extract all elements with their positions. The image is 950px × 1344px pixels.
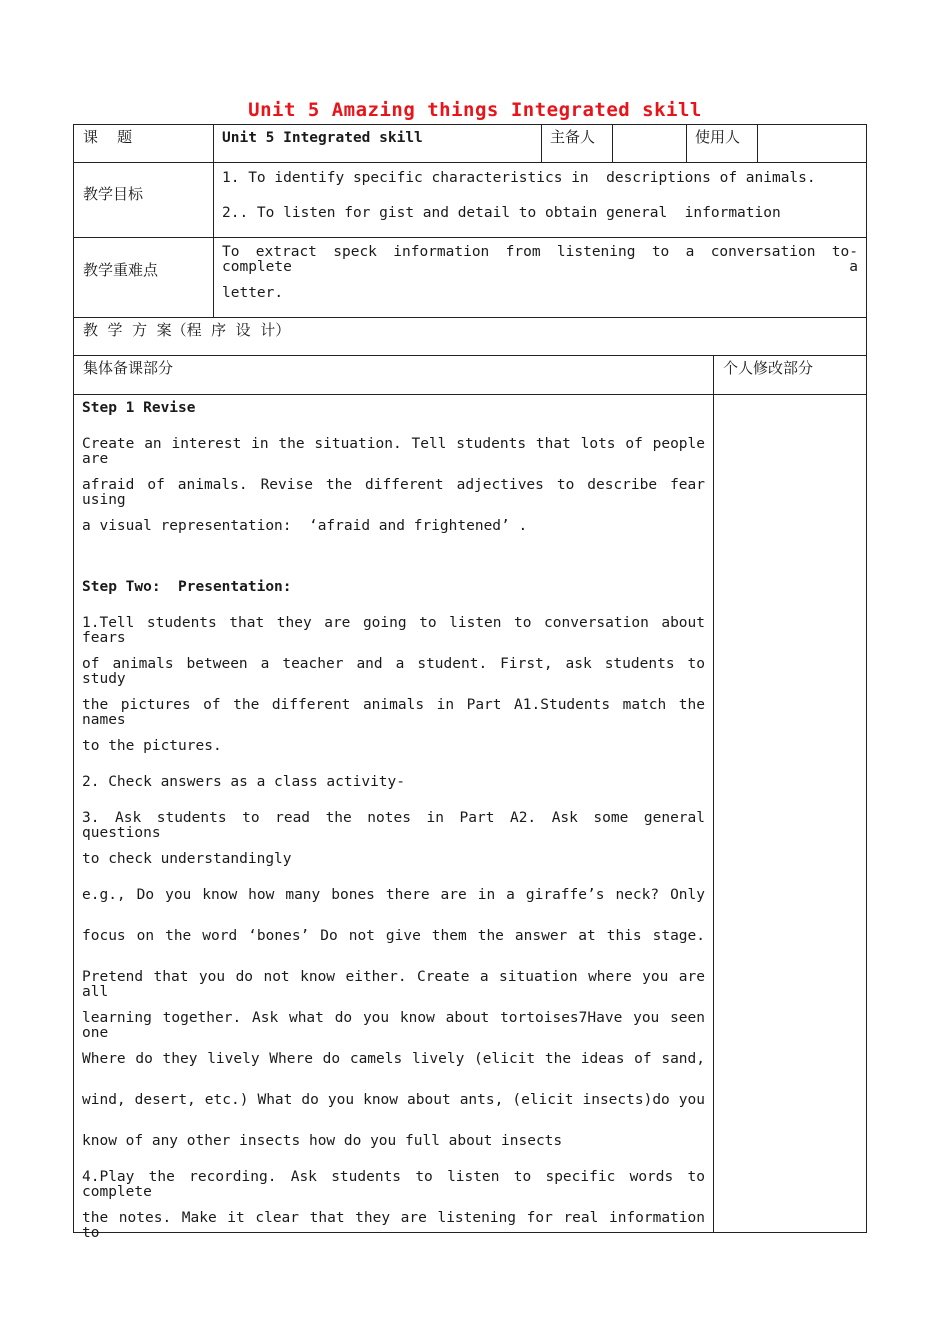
eg-line-6: wind, desert, etc.) What do you know about ants, (elicit insects)do you [82,1092,705,1108]
user-label: 使用人 [695,128,741,146]
topic-value: Unit 5 Integrated skill [222,130,423,146]
personal-label: 个人修改部分 [723,359,814,377]
step2-heading: Step Two: Presentation: [82,579,292,595]
plan-label-cell [73,317,867,356]
user-label-cell [686,124,758,163]
plan-label: 教 学 方 案（程 序 设 计） [83,321,291,339]
p1-line-1: 1.Tell students that they are going to listen to conversation about fears [82,615,705,646]
collective-body-cell [73,394,714,1241]
topic-label-cell [73,124,214,163]
p3-line-1: 3. Ask students to read the notes in Part A2. Ask some general questions [82,810,705,841]
p1-line-2: of animals between a teacher and a student. First, ask students to study [82,656,705,687]
key-points-label-cell [73,237,214,318]
preparer-value-cell [612,124,687,163]
objective-item-2: 2.. To listen for gist and detail to obtain general information [222,205,781,221]
objective-item-1: 1. To identify specific characteristics in descriptions of animals. [222,170,816,186]
objectives-label-cell [73,162,214,238]
p4-line-2: the notes. Make it clear that they are listening for real information to [82,1210,705,1241]
objectives-content-cell [213,162,867,238]
eg-line-2: focus on the word ‘bones’ Do not give them the answer at this stage. [82,928,705,944]
step1-heading: Step 1 Revise [82,400,196,416]
p2-line: 2. Check answers as a class activity- [82,774,406,790]
objectives-label: 教学目标 [83,185,144,203]
key-points-line-1: To extract speck information from listening to a conversation to-complete a [222,244,858,275]
eg-line-1: e.g., Do you know how many bones there are in a giraffe’s neck? Only [82,887,705,903]
topic-label: 课 题 [83,128,133,146]
step1-line-3: a visual representation: ‘afraid and frightened’ . [82,518,528,534]
eg-line-3: Pretend that you do not know either. Create a situation where you are all [82,969,705,1000]
user-value-cell [757,124,867,163]
eg-line-4: learning together. Ask what do you know about tortoises7Have you seen one [82,1010,705,1041]
key-points-label: 教学重难点 [83,261,159,279]
key-points-line-2: letter. [222,285,284,301]
p1-line-3: the pictures of the different animals in Part A1.Students match the names [82,697,705,728]
document-title: Unit 5 Amazing things Integrated skill [248,99,702,121]
collective-label: 集体备课部分 [83,359,174,377]
eg-line-5: Where do they lively Where do camels lively (elicit the ideas of sand, [82,1051,705,1067]
preparer-label: 主备人 [550,128,596,146]
p4-line-1: 4.Play the recording. Ask students to listen to specific words to complete [82,1169,705,1200]
p3-line-2: to check understandingly [82,851,292,867]
preparer-label-cell [541,124,613,163]
p1-line-4: to the pictures. [82,738,222,754]
key-points-content-cell [213,237,867,318]
topic-value-cell [213,124,542,163]
collective-label-cell [73,355,714,395]
eg-line-7: know of any other insects how do you full about insects [82,1133,563,1149]
step1-line-1: Create an interest in the situation. Tell students that lots of people are [82,436,705,467]
step1-line-2: afraid of animals. Revise the different adjectives to describe fear using [82,477,705,508]
personal-body-cell [713,394,867,1233]
personal-label-cell [713,355,867,395]
